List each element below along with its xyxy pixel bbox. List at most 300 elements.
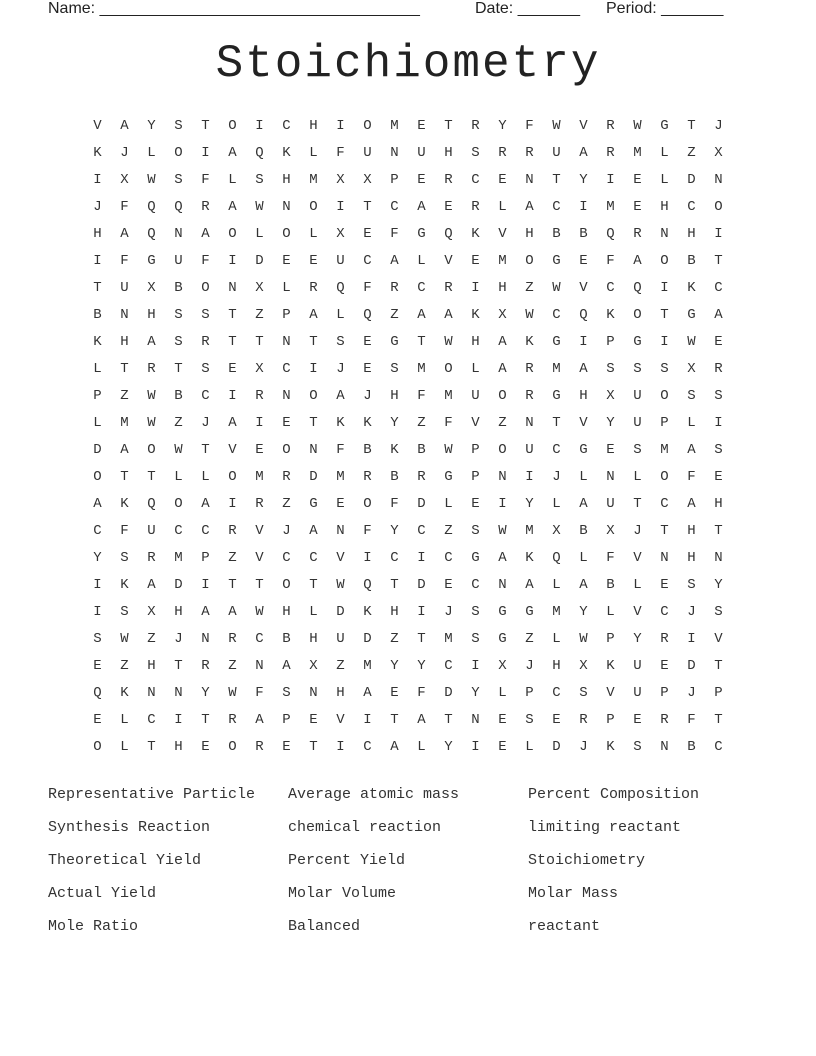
grid-letter: F: [255, 684, 264, 701]
grid-letter: E: [417, 171, 426, 188]
grid-letter: K: [390, 441, 399, 458]
grid-letter: V: [255, 522, 264, 539]
grid-letter: R: [579, 711, 588, 728]
grid-row: [84, 544, 732, 571]
grid-letter: H: [147, 306, 156, 323]
grid-letter: M: [552, 360, 561, 377]
grid-letter: G: [498, 630, 507, 647]
grid-letter: C: [201, 387, 210, 404]
grid-letter: K: [120, 684, 129, 701]
grid-letter: M: [309, 171, 318, 188]
grid-letter: H: [147, 657, 156, 674]
grid-letter: N: [201, 630, 210, 647]
grid-letter: O: [282, 441, 291, 458]
grid-letter: R: [471, 117, 480, 134]
grid-letter: P: [471, 441, 480, 458]
grid-letter: S: [687, 576, 696, 593]
grid-letter: I: [336, 738, 345, 755]
grid-letter: E: [660, 576, 669, 593]
grid-letter: F: [120, 522, 129, 539]
grid-letter: V: [93, 117, 102, 134]
grid-letter: R: [525, 360, 534, 377]
grid-letter: U: [147, 522, 156, 539]
grid-letter: B: [363, 441, 372, 458]
grid-letter: R: [525, 144, 534, 161]
grid-letter: F: [687, 711, 696, 728]
grid-letter: E: [228, 360, 237, 377]
grid-letter: Q: [93, 684, 102, 701]
grid-letter: V: [444, 252, 453, 269]
grid-letter: K: [93, 144, 102, 161]
grid-letter: X: [552, 522, 561, 539]
grid-letter: W: [633, 117, 642, 134]
grid-letter: R: [471, 198, 480, 215]
grid-letter: F: [120, 252, 129, 269]
grid-letter: A: [579, 576, 588, 593]
grid-letter: G: [687, 306, 696, 323]
grid-row: [84, 652, 732, 679]
grid-letter: C: [255, 630, 264, 647]
grid-letter: C: [390, 198, 399, 215]
grid-letter: I: [228, 252, 237, 269]
grid-letter: W: [552, 279, 561, 296]
grid-letter: J: [714, 117, 723, 134]
grid-letter: Q: [552, 549, 561, 566]
grid-letter: K: [525, 333, 534, 350]
grid-letter: I: [255, 414, 264, 431]
grid-letter: V: [606, 684, 615, 701]
grid-letter: W: [444, 441, 453, 458]
grid-letter: D: [336, 603, 345, 620]
grid-letter: H: [498, 279, 507, 296]
grid-letter: A: [147, 576, 156, 593]
grid-letter: T: [201, 711, 210, 728]
grid-row: [84, 733, 732, 760]
grid-letter: L: [525, 738, 534, 755]
grid-letter: H: [552, 657, 561, 674]
grid-row: [84, 139, 732, 166]
grid-letter: A: [390, 252, 399, 269]
grid-letter: A: [201, 225, 210, 242]
grid-letter: O: [714, 198, 723, 215]
grid-letter: T: [633, 495, 642, 512]
grid-letter: R: [147, 360, 156, 377]
grid-letter: M: [336, 468, 345, 485]
grid-letter: L: [552, 495, 561, 512]
grid-letter: V: [255, 549, 264, 566]
grid-letter: X: [579, 657, 588, 674]
grid-letter: E: [444, 198, 453, 215]
grid-letter: O: [93, 468, 102, 485]
grid-letter: M: [606, 198, 615, 215]
grid-row: [84, 382, 732, 409]
grid-letter: R: [228, 711, 237, 728]
grid-letter: C: [471, 171, 480, 188]
grid-letter: J: [687, 603, 696, 620]
grid-letter: O: [633, 306, 642, 323]
grid-letter: Z: [174, 414, 183, 431]
grid-letter: S: [606, 360, 615, 377]
grid-letter: P: [606, 630, 615, 647]
grid-letter: L: [336, 306, 345, 323]
grid-letter: Y: [606, 414, 615, 431]
grid-letter: H: [525, 225, 534, 242]
grid-letter: T: [444, 711, 453, 728]
grid-letter: R: [498, 144, 507, 161]
grid-letter: C: [147, 711, 156, 728]
grid-letter: A: [525, 198, 534, 215]
grid-letter: U: [633, 414, 642, 431]
grid-letter: S: [120, 603, 129, 620]
grid-letter: X: [147, 279, 156, 296]
grid-letter: P: [714, 684, 723, 701]
grid-letter: F: [417, 387, 426, 404]
grid-letter: A: [363, 684, 372, 701]
grid-letter: K: [471, 306, 480, 323]
grid-row: [84, 679, 732, 706]
grid-letter: N: [471, 711, 480, 728]
grid-letter: F: [201, 252, 210, 269]
grid-letter: L: [633, 468, 642, 485]
grid-letter: E: [93, 657, 102, 674]
grid-letter: R: [228, 630, 237, 647]
grid-letter: A: [444, 306, 453, 323]
grid-letter: R: [444, 279, 453, 296]
grid-letter: O: [660, 387, 669, 404]
grid-letter: N: [714, 171, 723, 188]
grid-row: [84, 301, 732, 328]
grid-letter: X: [687, 360, 696, 377]
grid-letter: Y: [417, 657, 426, 674]
word-bank-item: Mole Ratio: [48, 918, 139, 935]
grid-letter: P: [606, 333, 615, 350]
grid-letter: P: [282, 306, 291, 323]
grid-letter: I: [363, 711, 372, 728]
grid-letter: O: [309, 387, 318, 404]
grid-letter: B: [390, 468, 399, 485]
grid-letter: F: [525, 117, 534, 134]
grid-letter: X: [120, 171, 129, 188]
grid-letter: O: [174, 144, 183, 161]
grid-letter: T: [228, 306, 237, 323]
grid-letter: C: [363, 738, 372, 755]
grid-letter: H: [687, 549, 696, 566]
grid-letter: Q: [444, 225, 453, 242]
grid-letter: N: [309, 684, 318, 701]
grid-letter: B: [579, 522, 588, 539]
grid-letter: N: [282, 333, 291, 350]
grid-letter: W: [444, 333, 453, 350]
grid-letter: R: [309, 279, 318, 296]
grid-row: [84, 463, 732, 490]
grid-letter: C: [660, 495, 669, 512]
grid-letter: N: [336, 522, 345, 539]
grid-letter: O: [363, 117, 372, 134]
grid-letter: I: [363, 549, 372, 566]
grid-letter: S: [471, 144, 480, 161]
grid-letter: A: [390, 738, 399, 755]
grid-letter: G: [498, 603, 507, 620]
grid-letter: G: [660, 117, 669, 134]
grid-letter: Z: [228, 549, 237, 566]
grid-letter: L: [309, 144, 318, 161]
grid-letter: L: [498, 198, 507, 215]
grid-letter: C: [714, 279, 723, 296]
grid-letter: F: [120, 198, 129, 215]
grid-letter: N: [228, 279, 237, 296]
grid-letter: A: [498, 333, 507, 350]
grid-letter: F: [201, 171, 210, 188]
grid-letter: L: [417, 252, 426, 269]
grid-letter: Q: [336, 279, 345, 296]
grid-letter: H: [687, 522, 696, 539]
grid-letter: T: [552, 414, 561, 431]
grid-letter: M: [390, 117, 399, 134]
grid-letter: T: [687, 117, 696, 134]
grid-letter: C: [390, 549, 399, 566]
grid-letter: H: [444, 144, 453, 161]
grid-letter: E: [201, 738, 210, 755]
grid-letter: W: [552, 117, 561, 134]
grid-letter: X: [714, 144, 723, 161]
grid-letter: I: [660, 333, 669, 350]
grid-letter: K: [687, 279, 696, 296]
grid-letter: L: [255, 225, 264, 242]
grid-letter: S: [579, 684, 588, 701]
grid-letter: E: [417, 117, 426, 134]
grid-letter: K: [606, 306, 615, 323]
grid-letter: N: [282, 387, 291, 404]
grid-letter: W: [525, 306, 534, 323]
grid-letter: L: [498, 684, 507, 701]
grid-letter: V: [336, 711, 345, 728]
grid-letter: Y: [498, 117, 507, 134]
grid-letter: E: [363, 225, 372, 242]
grid-letter: S: [120, 549, 129, 566]
grid-letter: C: [282, 549, 291, 566]
grid-letter: O: [309, 198, 318, 215]
grid-row: [84, 247, 732, 274]
grid-letter: C: [282, 360, 291, 377]
grid-letter: S: [714, 603, 723, 620]
grid-letter: E: [444, 576, 453, 593]
grid-letter: O: [525, 252, 534, 269]
grid-letter: R: [147, 549, 156, 566]
grid-letter: N: [147, 684, 156, 701]
grid-letter: H: [660, 198, 669, 215]
grid-letter: N: [120, 306, 129, 323]
grid-letter: W: [228, 684, 237, 701]
grid-letter: O: [93, 738, 102, 755]
grid-letter: G: [417, 225, 426, 242]
grid-letter: A: [228, 144, 237, 161]
grid-letter: A: [498, 360, 507, 377]
grid-letter: V: [471, 414, 480, 431]
grid-letter: W: [336, 576, 345, 593]
grid-letter: Q: [255, 144, 264, 161]
word-bank-item: Representative Particle: [48, 786, 256, 803]
grid-letter: O: [363, 495, 372, 512]
word-bank-item: Actual Yield: [48, 885, 157, 902]
grid-letter: Z: [525, 630, 534, 647]
grid-letter: I: [228, 387, 237, 404]
grid-letter: N: [255, 657, 264, 674]
grid-letter: G: [525, 603, 534, 620]
grid-letter: E: [498, 711, 507, 728]
grid-letter: C: [552, 198, 561, 215]
grid-letter: M: [444, 387, 453, 404]
grid-row: [84, 112, 732, 139]
grid-letter: Z: [525, 279, 534, 296]
grid-letter: I: [201, 144, 210, 161]
grid-letter: S: [525, 711, 534, 728]
grid-letter: C: [471, 576, 480, 593]
grid-row: [84, 490, 732, 517]
grid-letter: R: [444, 171, 453, 188]
grid-letter: L: [444, 495, 453, 512]
grid-letter: H: [579, 387, 588, 404]
grid-letter: A: [120, 225, 129, 242]
grid-letter: I: [93, 576, 102, 593]
grid-letter: U: [336, 630, 345, 647]
grid-letter: E: [471, 495, 480, 512]
grid-letter: I: [417, 549, 426, 566]
grid-letter: I: [714, 414, 723, 431]
grid-row: [84, 571, 732, 598]
grid-letter: E: [660, 657, 669, 674]
grid-letter: S: [336, 333, 345, 350]
grid-letter: S: [471, 603, 480, 620]
grid-letter: W: [120, 630, 129, 647]
grid-letter: C: [552, 684, 561, 701]
grid-letter: Z: [336, 657, 345, 674]
grid-letter: E: [309, 252, 318, 269]
grid-letter: D: [417, 576, 426, 593]
grid-letter: A: [687, 441, 696, 458]
grid-letter: C: [606, 279, 615, 296]
grid-letter: X: [147, 603, 156, 620]
grid-letter: X: [363, 171, 372, 188]
grid-letter: T: [417, 333, 426, 350]
grid-letter: K: [336, 414, 345, 431]
grid-letter: I: [417, 603, 426, 620]
grid-letter: X: [498, 306, 507, 323]
grid-letter: P: [660, 414, 669, 431]
grid-letter: N: [309, 441, 318, 458]
grid-letter: D: [417, 495, 426, 512]
grid-letter: Q: [633, 279, 642, 296]
grid-letter: E: [498, 171, 507, 188]
grid-letter: A: [579, 144, 588, 161]
grid-letter: T: [309, 414, 318, 431]
grid-letter: V: [633, 603, 642, 620]
grid-letter: O: [174, 495, 183, 512]
grid-row: [84, 220, 732, 247]
grid-letter: N: [282, 198, 291, 215]
grid-letter: O: [228, 468, 237, 485]
grid-letter: S: [93, 630, 102, 647]
grid-letter: X: [255, 360, 264, 377]
grid-letter: Y: [579, 171, 588, 188]
grid-letter: U: [606, 495, 615, 512]
grid-letter: T: [714, 252, 723, 269]
grid-letter: A: [579, 495, 588, 512]
grid-letter: Z: [390, 306, 399, 323]
grid-letter: G: [471, 549, 480, 566]
grid-letter: N: [498, 576, 507, 593]
grid-letter: Z: [390, 630, 399, 647]
grid-letter: A: [417, 711, 426, 728]
grid-letter: I: [336, 117, 345, 134]
word-bank-item: Percent Composition: [528, 786, 700, 803]
grid-letter: W: [255, 603, 264, 620]
grid-letter: V: [498, 225, 507, 242]
grid-letter: V: [633, 549, 642, 566]
grid-letter: B: [579, 225, 588, 242]
grid-letter: Z: [282, 495, 291, 512]
grid-letter: G: [147, 252, 156, 269]
grid-letter: G: [444, 468, 453, 485]
grid-letter: S: [201, 360, 210, 377]
grid-letter: Z: [228, 657, 237, 674]
grid-letter: B: [606, 576, 615, 593]
grid-letter: T: [147, 738, 156, 755]
grid-letter: J: [336, 360, 345, 377]
grid-letter: I: [93, 171, 102, 188]
grid-letter: L: [552, 630, 561, 647]
grid-letter: Y: [390, 657, 399, 674]
grid-letter: J: [120, 144, 129, 161]
grid-letter: P: [606, 711, 615, 728]
grid-letter: R: [201, 333, 210, 350]
grid-letter: I: [606, 171, 615, 188]
grid-letter: G: [390, 333, 399, 350]
grid-letter: M: [363, 657, 372, 674]
grid-letter: C: [309, 549, 318, 566]
grid-letter: T: [390, 711, 399, 728]
grid-letter: M: [120, 414, 129, 431]
grid-letter: Y: [147, 117, 156, 134]
grid-letter: U: [552, 144, 561, 161]
grid-letter: Q: [174, 198, 183, 215]
grid-letter: X: [336, 171, 345, 188]
grid-letter: E: [633, 711, 642, 728]
grid-letter: Z: [444, 522, 453, 539]
grid-letter: A: [147, 333, 156, 350]
grid-letter: A: [120, 441, 129, 458]
grid-letter: A: [255, 711, 264, 728]
grid-row: [84, 409, 732, 436]
grid-letter: B: [552, 225, 561, 242]
grid-letter: G: [579, 441, 588, 458]
grid-letter: F: [390, 225, 399, 242]
grid-letter: G: [552, 333, 561, 350]
grid-letter: C: [552, 306, 561, 323]
grid-letter: J: [552, 468, 561, 485]
grid-letter: U: [363, 144, 372, 161]
grid-letter: T: [120, 468, 129, 485]
grid-letter: N: [660, 225, 669, 242]
grid-letter: C: [174, 522, 183, 539]
grid-letter: E: [471, 252, 480, 269]
grid-letter: L: [120, 711, 129, 728]
grid-letter: H: [336, 684, 345, 701]
grid-letter: V: [579, 117, 588, 134]
grid-letter: J: [525, 657, 534, 674]
grid-letter: N: [660, 549, 669, 566]
grid-letter: O: [147, 441, 156, 458]
grid-letter: A: [633, 252, 642, 269]
